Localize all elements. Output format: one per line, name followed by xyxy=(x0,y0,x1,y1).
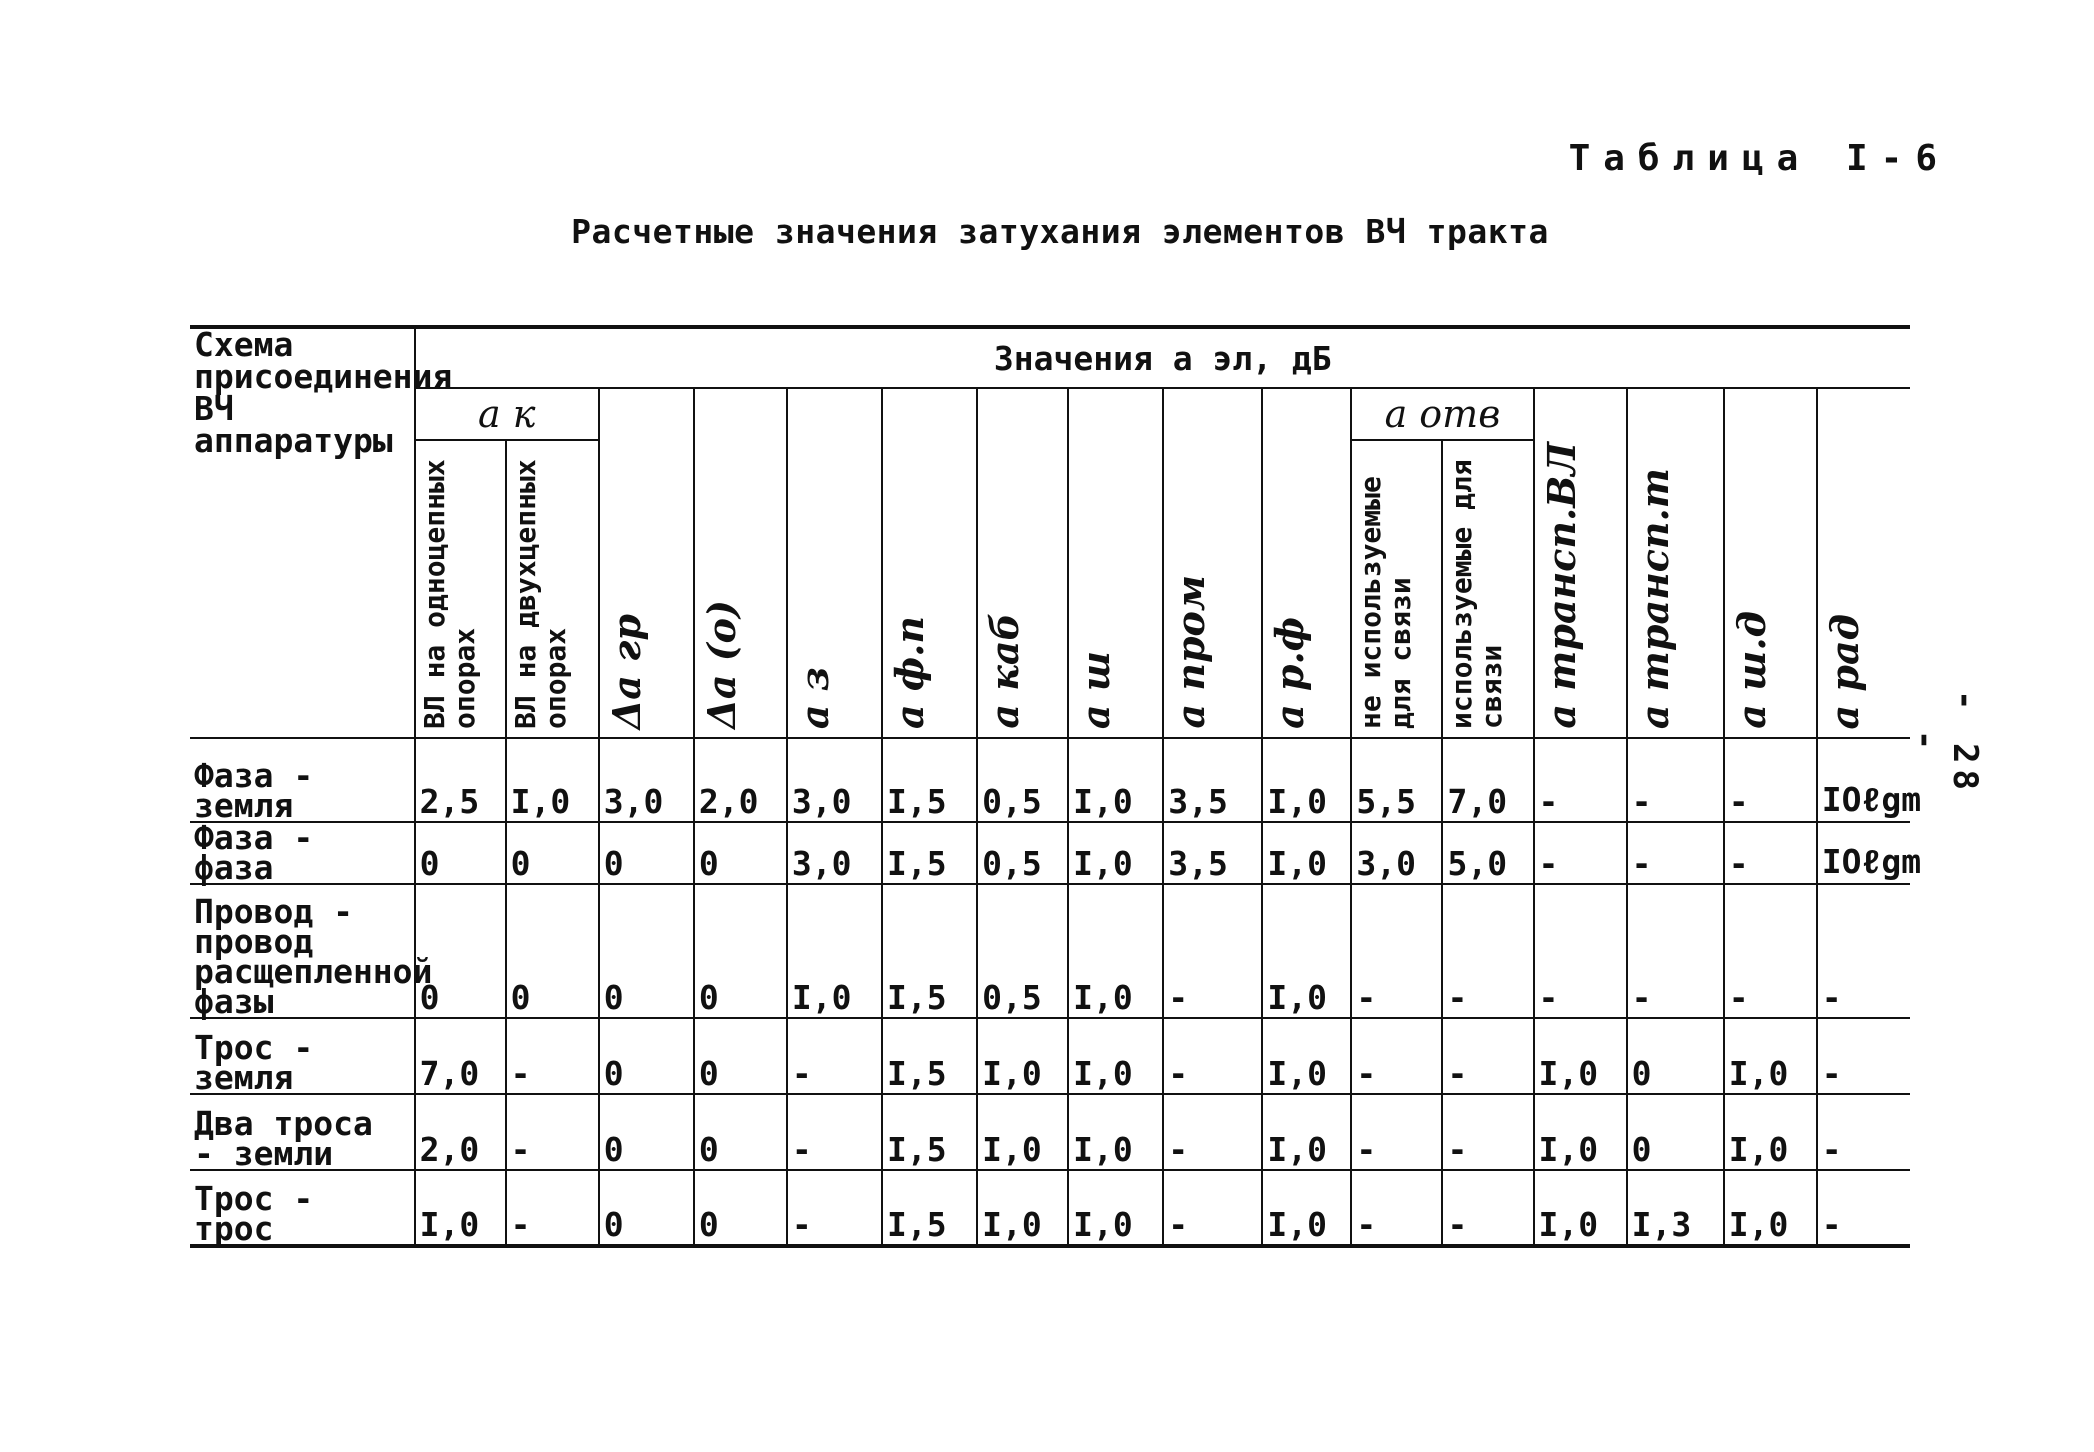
table-cell: 0 xyxy=(599,1170,694,1246)
table-cell: - xyxy=(1351,1094,1442,1170)
col-header-text: a з xyxy=(791,666,837,729)
table-cell: 3,0 xyxy=(1351,822,1442,884)
table-cell: I,5 xyxy=(882,1094,977,1170)
table-cell: - xyxy=(1724,884,1817,1018)
table-cell: 0 xyxy=(694,1170,787,1246)
table-cell: I,0 xyxy=(1724,1170,1817,1246)
table-row xyxy=(190,738,1910,822)
table-cell: 0 xyxy=(506,822,599,884)
table-cell: 5,0 xyxy=(1442,822,1533,884)
table-cell: - xyxy=(1351,1170,1442,1246)
table-cell: - xyxy=(1817,1170,1910,1246)
schema-header: Схема присоединения ВЧ аппаратуры xyxy=(190,327,415,738)
table-cell: 0 xyxy=(1627,1018,1724,1094)
table-cell: I,0 xyxy=(977,1094,1068,1170)
col-header xyxy=(1262,388,1351,738)
table-cell: - xyxy=(506,1170,599,1246)
table-cell: IOℓgm xyxy=(1817,738,1910,822)
group-header-aotv xyxy=(1351,388,1533,440)
table-cell: I,0 xyxy=(1534,1170,1627,1246)
table-row xyxy=(190,1094,1910,1170)
table-cell: - xyxy=(1442,1170,1533,1246)
col-header xyxy=(599,388,694,738)
col-header-text: a ф.п xyxy=(887,616,932,729)
table-cell: - xyxy=(1817,1018,1910,1094)
table-cell: - xyxy=(1351,1018,1442,1094)
group-aotv-text: a отв xyxy=(1384,392,1501,436)
page-number: - 28 - xyxy=(1905,690,1985,796)
table-cell: 0 xyxy=(415,884,506,1018)
table-cell: 0 xyxy=(415,822,506,884)
table-title: Расчетные значения затухания элементов ВЧ тракта xyxy=(571,212,1549,251)
table-cell: - xyxy=(1163,1018,1262,1094)
table-cell: 3,0 xyxy=(787,738,882,822)
table-cell: 0,5 xyxy=(977,822,1068,884)
table-cell: - xyxy=(1442,1018,1533,1094)
table-cell: I,5 xyxy=(882,738,977,822)
col-header-text: не используемые для связи xyxy=(1354,476,1418,729)
col-header-text: a пром xyxy=(1168,575,1214,729)
col-header-text: a ш xyxy=(1073,650,1119,729)
col-header-text: Δa (о) xyxy=(698,600,744,729)
table-cell: I,3 xyxy=(1627,1170,1724,1246)
table-cell: I,0 xyxy=(977,1170,1068,1246)
table-row xyxy=(190,1018,1910,1094)
table-cell: - xyxy=(1163,1094,1262,1170)
table-row xyxy=(190,1170,1910,1246)
table-cell: 7,0 xyxy=(415,1018,506,1094)
table-cell: - xyxy=(1627,738,1724,822)
row-label: Провод - провод расщепленной фазы xyxy=(190,884,415,1018)
table-cell: I,0 xyxy=(1262,822,1351,884)
col-header-text: используемые для связи xyxy=(1445,459,1509,729)
table-number: Таблица I-6 xyxy=(1568,138,1950,179)
table-cell: 3,0 xyxy=(787,822,882,884)
table-cell: 0,5 xyxy=(977,884,1068,1018)
row-label: Трос - трос xyxy=(190,1170,415,1246)
col-header xyxy=(1351,440,1442,738)
col-header-text: a рад xyxy=(1821,613,1867,729)
table-cell: 3,5 xyxy=(1163,738,1262,822)
row-label: Трос - земля xyxy=(190,1018,415,1094)
col-header-text: a каб xyxy=(982,613,1028,729)
table-cell: I,0 xyxy=(1262,884,1351,1018)
table-cell: I,5 xyxy=(882,1018,977,1094)
attenuation-table xyxy=(190,325,1922,1248)
table-cell: - xyxy=(787,1170,882,1246)
table-cell: I,0 xyxy=(1068,822,1163,884)
col-header xyxy=(1534,388,1627,738)
table-cell: I,0 xyxy=(1068,1018,1163,1094)
col-header xyxy=(694,388,787,738)
table-row xyxy=(190,884,1910,1018)
table-cell: - xyxy=(1351,884,1442,1018)
col-header xyxy=(506,440,599,738)
table-cell: - xyxy=(1627,822,1724,884)
table-cell: I,5 xyxy=(882,1170,977,1246)
col-header-text: a трансп.ВЛ xyxy=(1538,442,1584,729)
table-cell: I,0 xyxy=(1724,1094,1817,1170)
col-header-text: ВЛ на двухцепных опорах xyxy=(508,459,572,729)
table-cell: - xyxy=(1627,884,1724,1018)
col-header xyxy=(787,388,882,738)
col-header xyxy=(1627,388,1724,738)
table-cell: - xyxy=(506,1018,599,1094)
table-cell: I,0 xyxy=(787,884,882,1018)
table-cell: 3,5 xyxy=(1163,822,1262,884)
table-cell: I,5 xyxy=(882,822,977,884)
table-cell: I,0 xyxy=(1262,1094,1351,1170)
table-cell: I,0 xyxy=(1068,1094,1163,1170)
col-header xyxy=(1817,388,1910,738)
table-cell: 0 xyxy=(694,822,787,884)
col-header-text: a трансп.т xyxy=(1631,467,1677,729)
row-label: Фаза - фаза xyxy=(190,822,415,884)
table-cell: I,0 xyxy=(415,1170,506,1246)
table-cell: 2,0 xyxy=(415,1094,506,1170)
table-cell: 7,0 xyxy=(1442,738,1533,822)
table-cell: I,0 xyxy=(1534,1018,1627,1094)
table-cell: 0 xyxy=(506,884,599,1018)
table-cell: 0 xyxy=(599,884,694,1018)
table-cell: I,0 xyxy=(1724,1018,1817,1094)
table-cell: 3,0 xyxy=(599,738,694,822)
table-cell: - xyxy=(1724,822,1817,884)
table-cell: - xyxy=(1534,884,1627,1018)
table-cell: I,0 xyxy=(1262,1170,1351,1246)
col-header xyxy=(1163,388,1262,738)
table-row xyxy=(190,822,1910,884)
table-cell: I,0 xyxy=(1068,738,1163,822)
row-label: Фаза - земля xyxy=(190,738,415,822)
table-cell: 5,5 xyxy=(1351,738,1442,822)
col-header xyxy=(1442,440,1533,738)
table-cell: I,0 xyxy=(1534,1094,1627,1170)
table-cell: - xyxy=(1442,1094,1533,1170)
table-cell: 0 xyxy=(599,822,694,884)
table-cell: I,0 xyxy=(977,1018,1068,1094)
values-header xyxy=(415,327,1910,388)
table-cell: I,0 xyxy=(1262,1018,1351,1094)
table-cell: 0 xyxy=(599,1018,694,1094)
col-header xyxy=(415,440,506,738)
col-header xyxy=(882,388,977,738)
table-cell: 0 xyxy=(1627,1094,1724,1170)
col-header xyxy=(1068,388,1163,738)
col-header-text: a р.ф xyxy=(1267,617,1313,729)
col-header-text: a ш.д xyxy=(1728,611,1774,729)
table-cell: - xyxy=(1817,1094,1910,1170)
row-label: Два троса - земли xyxy=(190,1094,415,1170)
table-cell: - xyxy=(1163,1170,1262,1246)
table-cell: 0,5 xyxy=(977,738,1068,822)
table-cell: 0 xyxy=(694,884,787,1018)
table-cell: 2,0 xyxy=(694,738,787,822)
table-cell: 2,5 xyxy=(415,738,506,822)
table-cell: - xyxy=(1724,738,1817,822)
col-header-text: ВЛ на одноцепных опорах xyxy=(417,459,481,729)
table-cell: - xyxy=(506,1094,599,1170)
table-cell: I,0 xyxy=(1262,738,1351,822)
table-cell: IOℓgm xyxy=(1817,822,1910,884)
table-cell: I,0 xyxy=(1068,1170,1163,1246)
table-cell: I,0 xyxy=(1068,884,1163,1018)
col-header xyxy=(1724,388,1817,738)
table-cell: - xyxy=(787,1094,882,1170)
table-cell: - xyxy=(1442,884,1533,1018)
table-cell: I,0 xyxy=(506,738,599,822)
col-header-text: Δa гр xyxy=(603,613,649,729)
table-cell: - xyxy=(787,1018,882,1094)
table-cell: - xyxy=(1534,738,1627,822)
table-cell: 0 xyxy=(599,1094,694,1170)
group-ak-text: a к xyxy=(477,392,536,436)
table-cell: 0 xyxy=(694,1094,787,1170)
table-cell: 0 xyxy=(694,1018,787,1094)
table-cell: - xyxy=(1534,822,1627,884)
values-header-text: Значения a эл, дБ xyxy=(993,338,1332,378)
table-cell: - xyxy=(1817,884,1910,1018)
table-cell: - xyxy=(1163,884,1262,1018)
table-cell: I,5 xyxy=(882,884,977,1018)
col-header xyxy=(977,388,1068,738)
